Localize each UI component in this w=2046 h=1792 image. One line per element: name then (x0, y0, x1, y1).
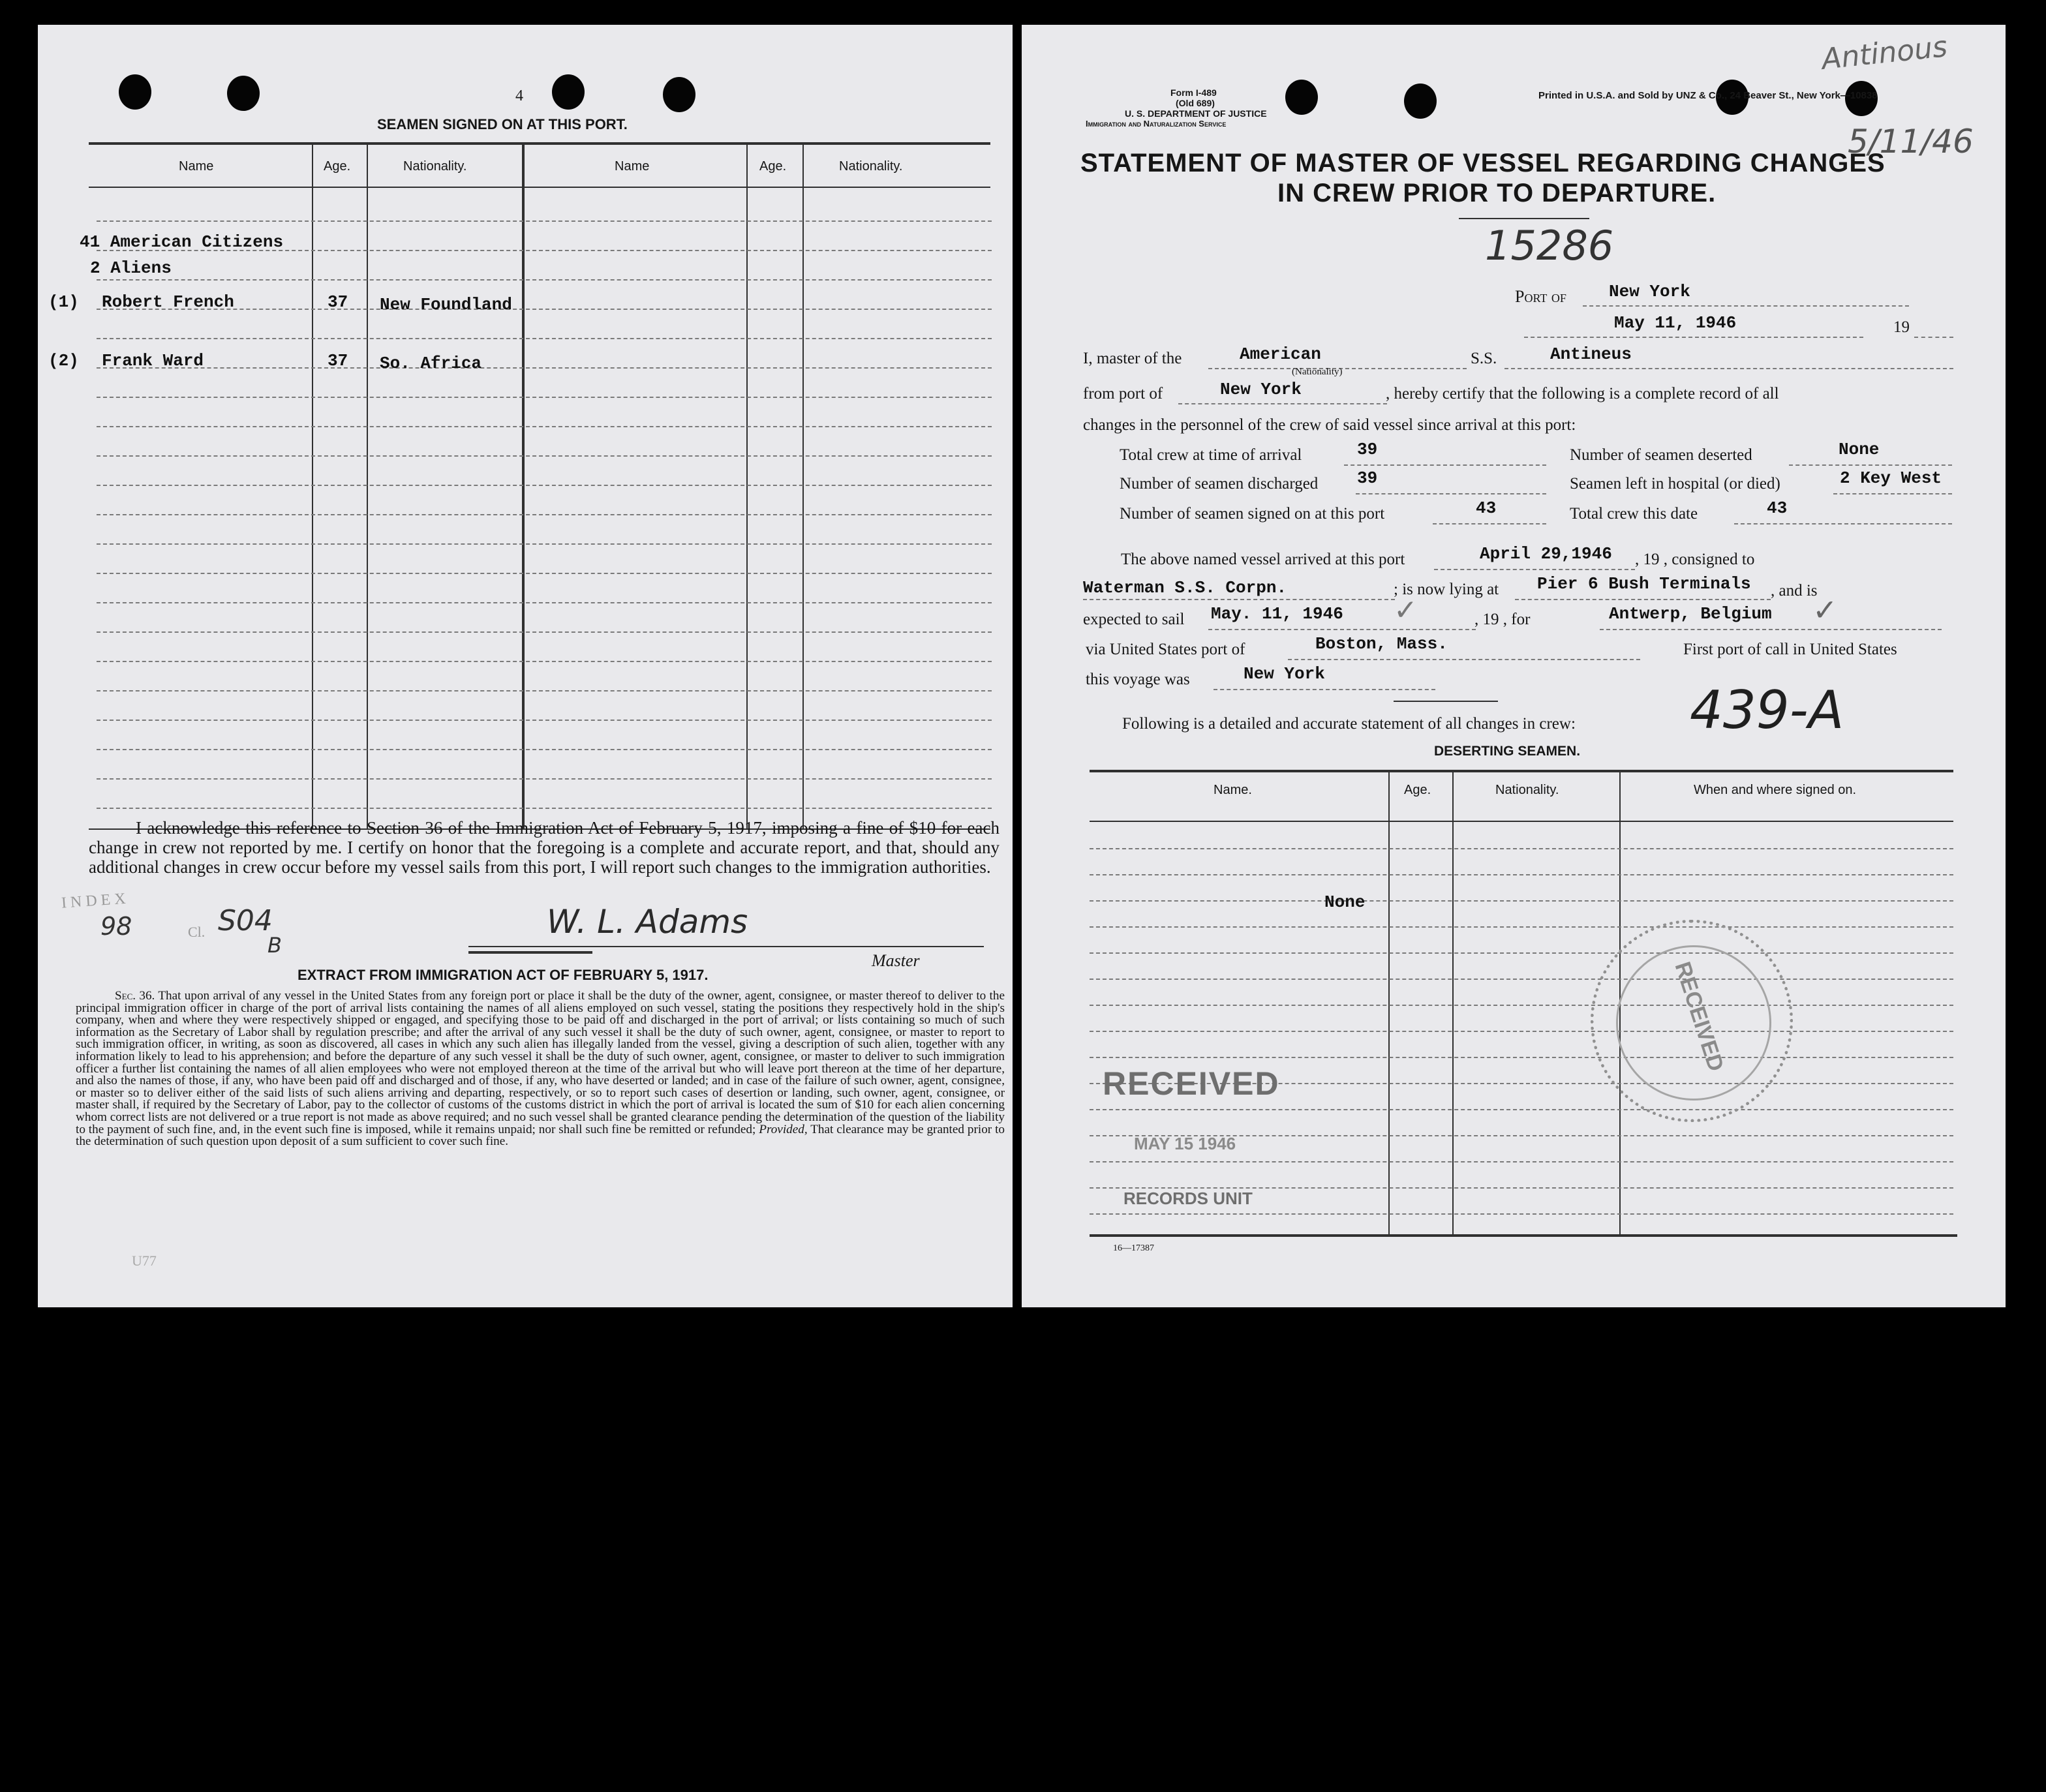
table-top-rule (89, 142, 990, 145)
punch-hole (227, 76, 260, 111)
left-page (38, 25, 1013, 1307)
row-line (97, 426, 992, 427)
punch-hole (552, 74, 585, 110)
column-divider (802, 144, 804, 828)
check-mark: ✓ (1394, 594, 1418, 627)
acknowledgement-text: I acknowledge this reference to Section 36 of the Immigration Act of February 5, 1917, imposing a fine of $10 for each change in crew not reported by me. I certify on honor that the foregoing is a complete and accurate report, and that, should any additional changes in crew occur before my vessel sails from this port, I will report such changes to the immigration authorities. (89, 818, 1000, 877)
destination-line (1600, 629, 1942, 630)
punch-hole (1285, 80, 1318, 115)
row-line (97, 279, 992, 281)
service-name: Immigration and Naturalization Service (1086, 119, 1227, 129)
row-line (97, 485, 992, 486)
port-of-value: New York (1609, 282, 1690, 301)
via-line (1288, 659, 1640, 660)
from-port-value: New York (1220, 380, 1302, 399)
entry-name: Robert French (102, 292, 234, 312)
class-sub: B (267, 933, 282, 958)
punch-hole (1404, 84, 1437, 119)
entry-name: Frank Ward (102, 351, 204, 371)
round-stamp-text: RECEIVED (1670, 958, 1729, 1074)
col-nationality: Nationality. (1495, 783, 1559, 797)
form-number: Form I-489 (1170, 87, 1217, 98)
lying-label: ; is now lying at (1394, 581, 1499, 598)
handwritten-code: 439-A (1690, 680, 1844, 740)
row-line (1090, 1031, 1953, 1032)
check-mark: ✓ (1812, 592, 1838, 628)
row-line (97, 514, 992, 515)
row-line (97, 778, 992, 780)
entry-nationality: So. Africa (380, 354, 482, 373)
extract-title: EXTRACT FROM IMMIGRATION ACT OF FEBRUARY 5, 1917. (298, 967, 709, 983)
consigned-label: , 19 , consigned to (1635, 551, 1755, 568)
ship-name: Antineus (1550, 344, 1632, 364)
column-divider (1452, 771, 1454, 1234)
row-line (97, 573, 992, 574)
total-today-value: 43 (1767, 498, 1788, 518)
row-line (97, 661, 992, 662)
round-date-stamp (1591, 920, 1793, 1122)
row-line (1090, 874, 1953, 875)
discharged-value: 39 (1357, 468, 1378, 488)
entry-age: 37 (328, 351, 348, 371)
summary-aliens: 2 Aliens (90, 258, 172, 278)
row-line (97, 602, 992, 603)
section-body-end: That clearance may be granted prior to the determination of such question upon deposit of a sum sufficient to cover such fine. (76, 1122, 1005, 1149)
arrived-line (1434, 569, 1635, 570)
master-label: Master (872, 951, 920, 970)
form-title-line1: STATEMENT OF MASTER OF VESSEL REGARDING CHANGES (1080, 149, 1886, 177)
form-title-line2: IN CREW PRIOR TO DEPARTURE. (1277, 179, 1717, 207)
punch-hole (663, 77, 695, 112)
index-stamp: INDEX (61, 890, 130, 912)
ss-label: S.S. (1471, 350, 1497, 367)
row-line (1090, 848, 1953, 849)
short-rule (468, 951, 592, 954)
this-voyage-label: this voyage was (1086, 671, 1190, 688)
row-line (1090, 1161, 1953, 1162)
row-line (97, 455, 992, 457)
entry-age: 37 (328, 292, 348, 312)
col-age-2: Age. (759, 159, 787, 174)
row-line (1090, 900, 1953, 902)
expected-line (1208, 629, 1476, 630)
class-stamp: Cl. (188, 924, 206, 940)
first-port-label: First port of call in United States (1683, 641, 1897, 658)
stat-line (1734, 523, 1952, 524)
col-age: Age. (1404, 783, 1431, 797)
row-line (97, 720, 992, 721)
ship-line (1504, 368, 1953, 369)
department: U. S. DEPARTMENT OF JUSTICE (1125, 108, 1267, 119)
section-title: SEAMEN SIGNED ON AT THIS PORT. (377, 116, 628, 132)
form-old-number: (Old 689) (1176, 98, 1215, 108)
row-line (97, 690, 992, 691)
faint-mark: U77 (132, 1253, 157, 1269)
col-nationality: Nationality. (403, 159, 467, 174)
col-name-2: Name (615, 159, 650, 174)
deserting-title: DESERTING SEAMEN. (1434, 744, 1581, 759)
row-line (1090, 1005, 1953, 1006)
date-value: May 11, 1946 (1614, 313, 1737, 333)
col-name: Name. (1214, 783, 1252, 797)
handwritten-file-number: 15286 (1485, 222, 1614, 269)
consignee-value: Waterman S.S. Corpn. (1083, 578, 1287, 598)
records-unit-stamp: RECORDS UNIT (1123, 1189, 1253, 1208)
signed-on-value: 43 (1476, 498, 1497, 518)
row-line (1090, 1057, 1953, 1058)
row-line (1090, 926, 1953, 928)
column-divider (746, 144, 748, 828)
for-label: , 19 , for (1474, 611, 1531, 628)
total-crew-arrival-value: 39 (1357, 440, 1378, 459)
stat-line (1433, 523, 1546, 524)
this-voyage-line (1214, 689, 1435, 690)
total-today-label: Total crew this date (1570, 505, 1698, 523)
row-line (97, 749, 992, 750)
section-36-text (76, 990, 1005, 1148)
entry-number: (1) (48, 292, 79, 312)
row-line (1090, 979, 1953, 980)
col-nationality-2: Nationality. (839, 159, 903, 174)
hospital-value: 2 Key West (1840, 468, 1942, 488)
received-date-stamp: MAY 15 1946 (1134, 1134, 1236, 1153)
class-number: S04 (218, 904, 273, 937)
col-age: Age. (324, 159, 351, 174)
arrived-label: The above named vessel arrived at this port (1121, 551, 1405, 568)
row-line (97, 220, 992, 222)
nationality-caption: (Nationality) (1292, 367, 1343, 377)
index-number: 98 (100, 912, 132, 941)
master-of-label: I, master of the (1083, 350, 1182, 367)
column-divider (312, 144, 313, 828)
hospital-label: Seamen left in hospital (or died) (1570, 475, 1780, 493)
col-when-where: When and where signed on. (1694, 783, 1857, 797)
printer-line: Printed in U.S.A. and Sold by UNZ & Co., 24 Beaver St., New York—10838 (1538, 90, 1878, 101)
deserting-none: None (1324, 892, 1366, 912)
row-line (1090, 1109, 1953, 1110)
deserting-bottom-rule (1090, 1234, 1957, 1237)
via-value: Boston, Mass. (1315, 634, 1448, 654)
deserting-top-rule (1090, 770, 1953, 772)
short-rule (1394, 701, 1498, 702)
number-rule (1459, 218, 1589, 219)
master-signature: W. L. Adams (547, 903, 748, 941)
nationality-value: American (1240, 344, 1321, 364)
row-line (97, 338, 992, 339)
via-label: via United States port of (1086, 641, 1245, 658)
date-line (1524, 337, 1863, 338)
row-line (97, 397, 992, 398)
row-line (97, 367, 992, 369)
year-line (1914, 337, 1953, 338)
section-label: Sec. 36. (115, 989, 155, 1003)
column-divider (1388, 771, 1390, 1234)
punch-hole (119, 74, 151, 110)
col-name: Name (179, 159, 214, 174)
this-voyage-value: New York (1244, 664, 1325, 684)
arrived-value: April 29,1946 (1480, 544, 1612, 564)
row-line (97, 543, 992, 545)
entry-number: (2) (48, 351, 79, 371)
deserted-value: None (1839, 440, 1880, 459)
certify-text: , hereby certify that the following is a complete record of all (1386, 385, 1779, 402)
received-stamp: RECEIVED (1103, 1065, 1280, 1102)
deserting-header-rule (1090, 821, 1953, 822)
row-line (1090, 952, 1953, 954)
year-prefix: 19 (1893, 318, 1910, 336)
and-is: , and is (1771, 582, 1818, 600)
changes-text: changes in the personnel of the crew of said vessel since arrival at this port: (1083, 416, 1576, 434)
stat-line (1344, 464, 1546, 466)
right-page (1022, 25, 2006, 1307)
summary-citizens: 41 American Citizens (80, 232, 284, 252)
section-body: That upon arrival of any vessel in the United States from any foreign port or place it shall be the duty of the owner, agent, consignee, or master thereof to deliver to the principal immigration officer in charge of the port of arrival lists containing the names of all aliens employed on such vessel, stating the positions they respectively hold in the ship's company, when and where they were respectively shipped or engaged, and specifying those to be paid off and discharged in the port of arrival; or lists containing so much of such information as the Secretary of Labor shall by regulation prescribe; and after the arrival of any such vessel it shall be the duty of such owner, agent, consignee, or master to report to such immigration officer, in writing, as soon as discovered, all cases in which any such alien has illegally landed from the vessel, giving a description of such alien, together with any information likely to lead to his apprehension; and before the departure of any such vessel it shall be the duty of such owner, agent, consignee, or master to deliver to such immigration officer a further list containing the names of all alien employees who were not employed thereon at the time of the arrival but who will leave port thereon at the time of her departure, and also the names of those, if any, who have been paid off and discharged and of those, if any, who have deserted or landed; and in case of the failure of such owner, agent, consignee, or master so to deliver either of the said lists of such aliens arriving and departing, respectively, or so to report such cases of desertion or landing, such owner, agent, consignee, or master shall, if required by the Secretary of Labor, pay to the collector of customs of the customs district in which the port of arrival is located the sum of $10 for each alien concerning whom correct lists are not delivered or a true report is not made as above required; and no such vessel shall be granted clearance pending the determination of the question of the liability to the payment of such fine, and, in the event such fine is imposed, while it remains unpaid; nor shall such fine be remitted or refunded; (76, 989, 1005, 1136)
table-header-rule (89, 187, 990, 188)
stat-line (1356, 493, 1546, 494)
total-crew-arrival-label: Total crew at time of arrival (1120, 446, 1302, 464)
destination-value: Antwerp, Belgium (1609, 604, 1772, 624)
following-text: Following is a detailed and accurate statement of all changes in crew: (1122, 715, 1576, 733)
port-line (1583, 305, 1909, 307)
stat-line (1833, 493, 1952, 494)
row-line (1090, 1213, 1953, 1215)
row-line (97, 808, 992, 809)
port-of-label: Port of (1515, 287, 1566, 306)
row-line (97, 631, 992, 633)
lying-value: Pier 6 Bush Terminals (1537, 574, 1751, 594)
signed-on-label: Number of seamen signed on at this port (1120, 505, 1385, 523)
page-number: 4 (515, 87, 523, 104)
from-port-line (1178, 403, 1387, 404)
handwritten-date: 5/11/46 (1848, 123, 1974, 160)
entry-nationality: New Foundland (380, 295, 512, 314)
lying-line (1515, 599, 1771, 600)
stat-line (1789, 464, 1952, 466)
expected-value: May. 11, 1946 (1211, 604, 1343, 624)
section-provided: Provided, (759, 1122, 808, 1136)
handwritten-ship-name: Antinous (1820, 30, 1949, 76)
discharged-label: Number of seamen discharged (1120, 475, 1319, 493)
center-divider (522, 144, 525, 828)
column-divider (367, 144, 368, 828)
form-code: 16—17387 (1113, 1243, 1154, 1253)
consignee-line (1083, 599, 1395, 600)
from-port-label: from port of (1083, 385, 1163, 402)
deserted-label: Number of seamen deserted (1570, 446, 1752, 464)
expected-label: expected to sail (1083, 611, 1185, 628)
signature-line (468, 946, 984, 947)
